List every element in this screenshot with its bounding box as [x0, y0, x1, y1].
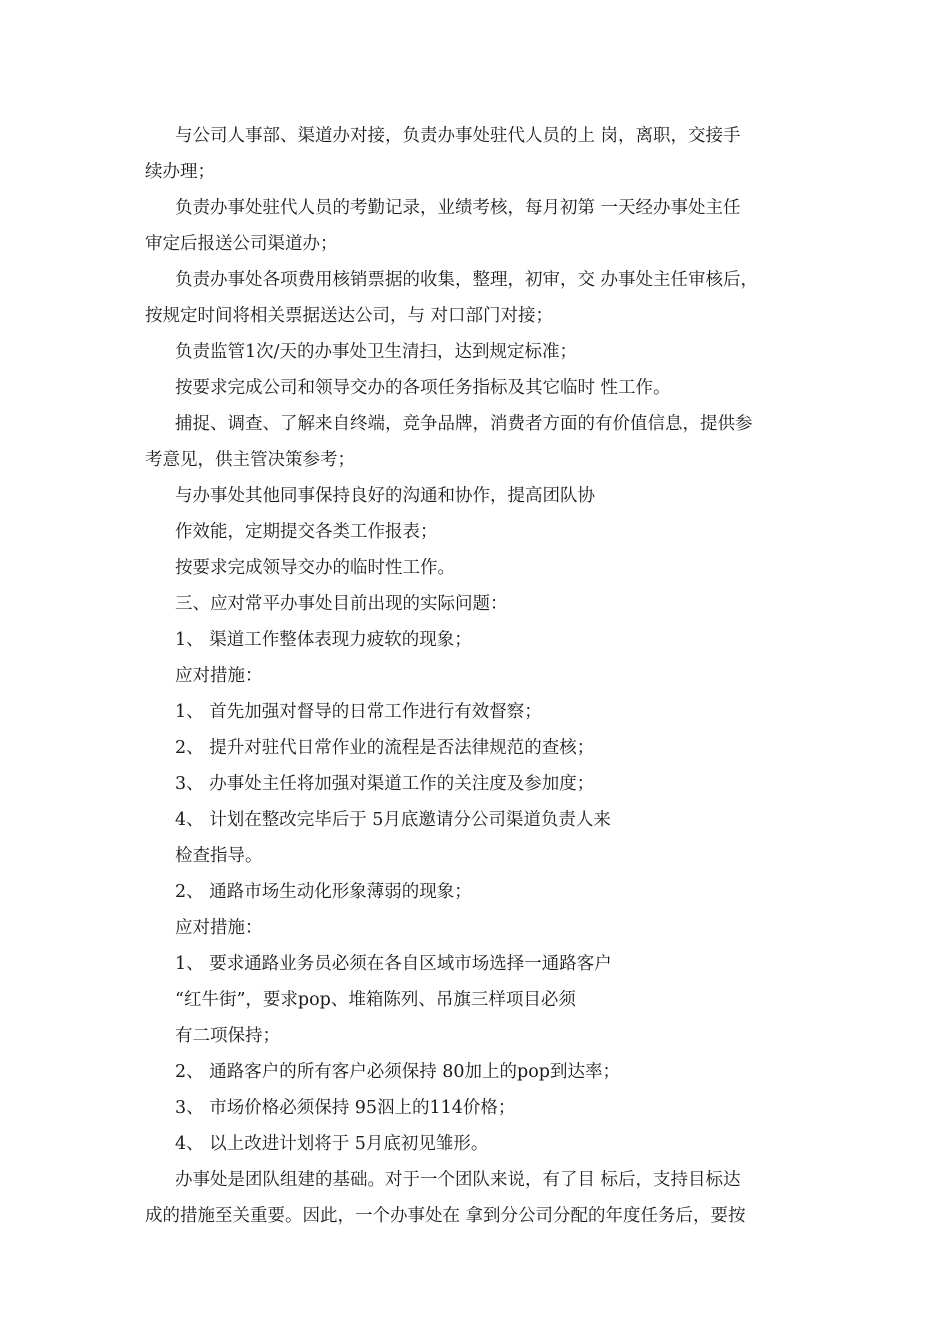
text-line: 负责办事处各项费用核销票据的收集，整理，初审，交 办事处主任审核后， [175, 270, 759, 290]
text-line: 负责监管1次/天的办事处卫生清扫，达到规定标准； [175, 342, 578, 362]
text-line: 3、 市场价格必须保持 95泅上的114价格； [175, 1098, 516, 1118]
text-line: 按要求完成公司和领导交办的各项任务指标及其它临时 性工作。 [175, 378, 671, 398]
text-line: 1、 渠道工作整体表现力疲软的现象； [175, 630, 472, 650]
text-line: 应对措施： [175, 918, 263, 938]
text-line: 1、 首先加强对督导的日常工作进行有效督察； [175, 702, 542, 722]
text-line: 审定后报送公司渠道办； [145, 234, 338, 254]
text-line: 三、应对常平办事处目前出现的实际问题： [175, 594, 508, 614]
text-line: 应对措施： [175, 666, 263, 686]
text-line: 2、 提升对驻代日常作业的流程是否法律规范的查核； [175, 738, 595, 758]
text-line: 4、 计划在整改完毕后于 5月底邀请分公司渠道负责人来 [175, 810, 611, 830]
text-line: 办事处是团队组建的基础。对于一个团队来说，有了目 标后，支持目标达 [175, 1170, 741, 1190]
text-line: 作效能，定期提交各类工作报表； [175, 522, 438, 542]
text-line: “红牛街”，要求pop、堆箱陈列、吊旗三样项目必须 [175, 990, 576, 1010]
text-line: 2、 通路客户的所有客户必须保持 80加上的pop到达率； [175, 1062, 620, 1082]
text-line: 有二项保持； [175, 1026, 280, 1046]
text-line: 与办事处其他同事保持良好的沟通和协作，提高团队协 [175, 486, 595, 506]
text-line: 2、 通路市场生动化形象薄弱的现象； [175, 882, 472, 902]
text-line: 考意见，供主管决策参考； [145, 450, 355, 470]
text-line: 1、 要求通路业务员必须在各自区域市场选择一通路客户 [175, 954, 612, 974]
text-line: 按规定时间将相关票据送达公司，与 对口部门对接； [145, 306, 554, 326]
text-line: 捕捉、调查、了解来自终端，竞争品牌，消费者方面的有价值信息，提供参 [175, 414, 753, 434]
text-line: 成的措施至关重要。因此，一个办事处在 拿到分公司分配的年度任务后，要按 [145, 1206, 746, 1226]
text-line: 3、 办事处主任将加强对渠道工作的关注度及参加度； [175, 774, 595, 794]
text-line: 续办理； [145, 162, 215, 182]
text-line: 4、 以上改进计划将于 5月底初见雏形。 [175, 1134, 489, 1154]
text-line: 按要求完成领导交办的临时性工作。 [175, 558, 455, 578]
text-line: 负责办事处驻代人员的考勤记录，业绩考核，每月初第 一天经办事处主任 [175, 198, 741, 218]
text-line: 检查指导。 [175, 846, 263, 866]
text-line: 与公司人事部、渠道办对接，负责办事处驻代人员的上 岗，离职，交接手 [175, 126, 741, 146]
document-body [145, 118, 810, 1234]
